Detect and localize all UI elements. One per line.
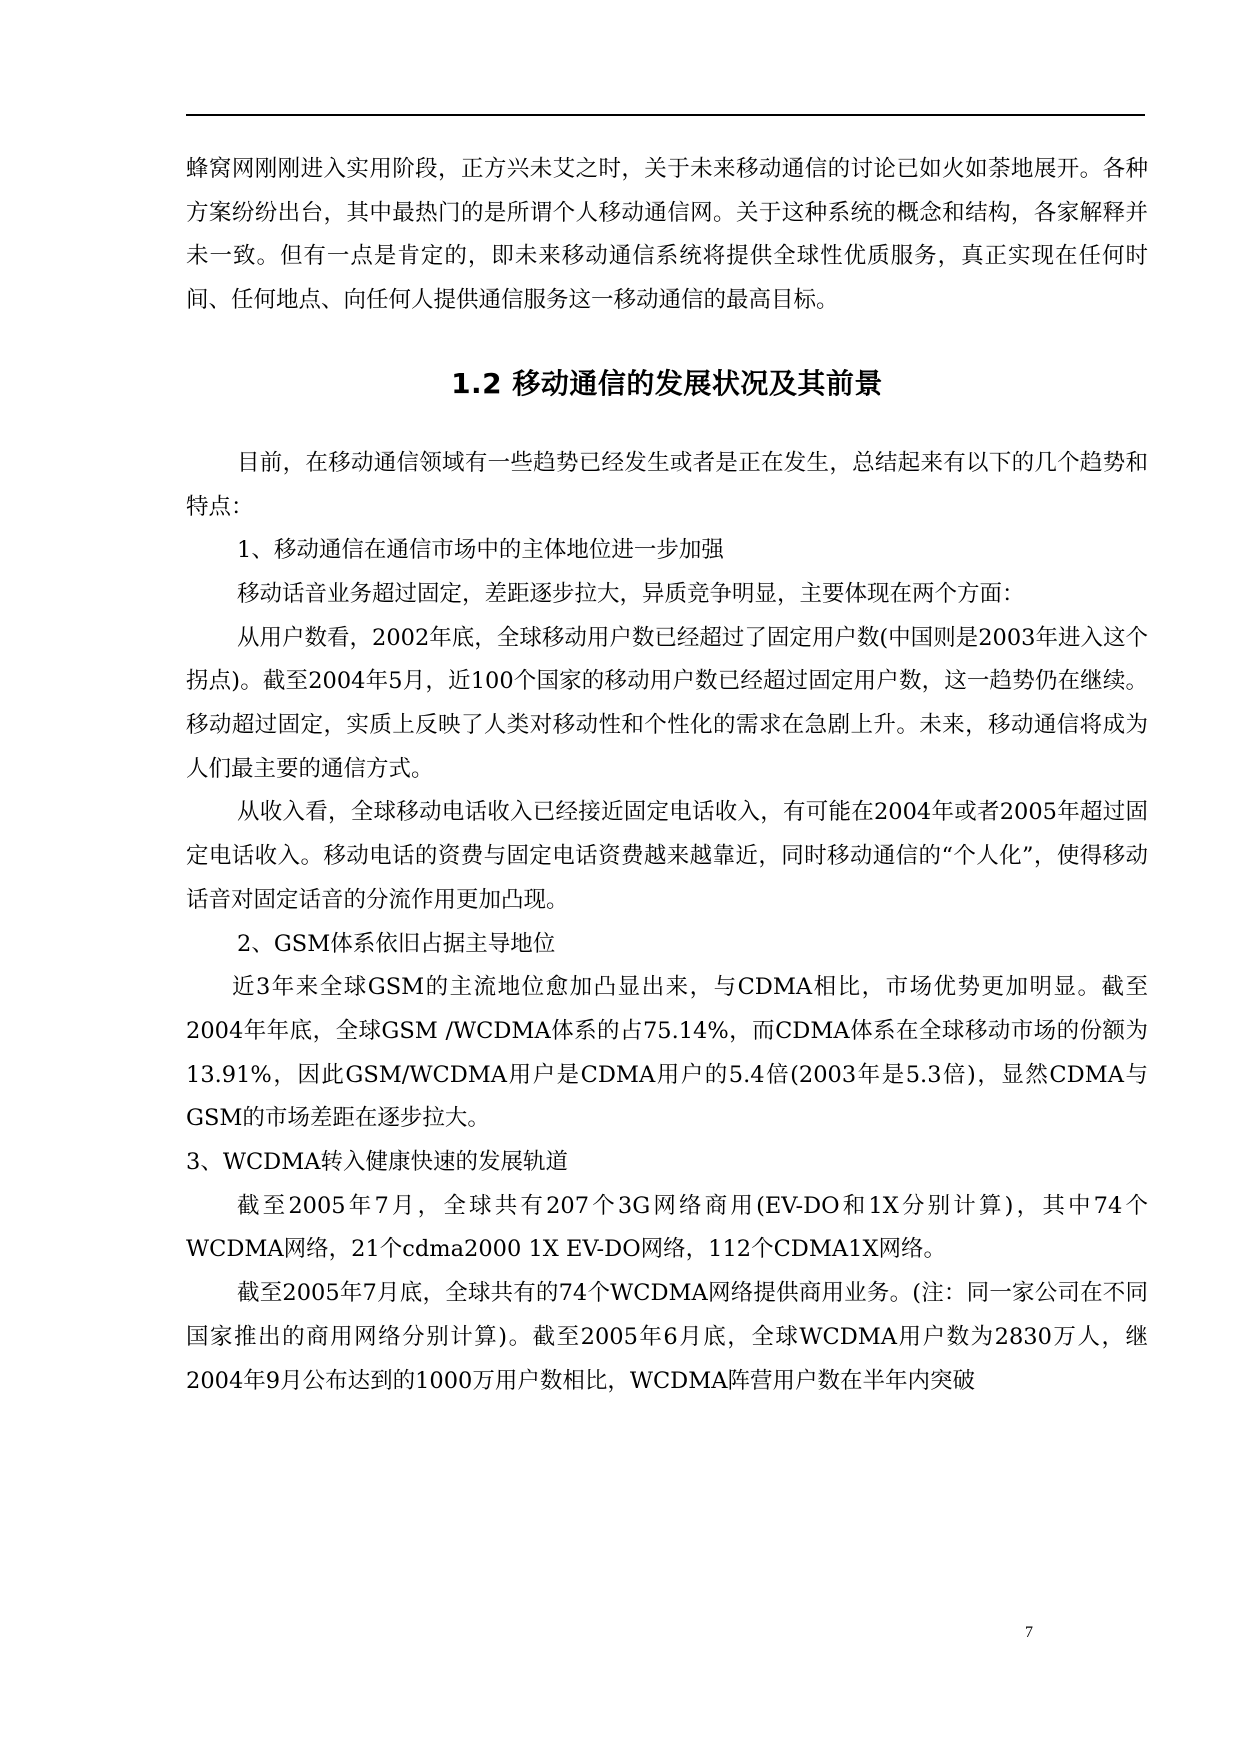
section-heading: 1.2 移动通信的发展状况及其前景 bbox=[451, 366, 883, 400]
paragraph-intro: 蜂窝网刚刚进入实用阶段，正方兴未艾之时，关于未来移动通信的讨论已如火如荼地展开。各种方案纷纷出台，其中最热门的是所谓个人移动通信网。关于这种系统的概念和结构，各家解释并未一致。但有一点是肯定的，即未来移动通信系统将提供全球性优质服务，真正实现在任何时间、任何地点、向任何人提供通信服务这一移动通信的最高目标。 bbox=[186, 156, 1148, 314]
item3-paragraph-2: 截至2005年7月底，全球共有的74个WCDMA网络提供商用业务。(注：同一家公司在不同国家推出的商用网络分别计算)。截至2005年6月底，全球WCDMA用户数为2830万人，继2004年9月公布达到的1000万用户数相比，WCDMA阵营用户数在半年内突破 bbox=[186, 1280, 1148, 1394]
paragraph-trends: 目前，在移动通信领域有一些趋势已经发生或者是正在发生，总结起来有以下的几个趋势和特点： bbox=[186, 449, 1148, 520]
item2-title: 2、GSM体系依旧占据主导地位 bbox=[237, 930, 556, 957]
item1-paragraph-1: 移动话音业务超过固定，差距逐步拉大，异质竞争明显，主要体现在两个方面： bbox=[237, 580, 1025, 607]
item1-paragraph-2: 从用户数看，2002年底，全球移动用户数已经超过了固定用户数(中国则是2003年进入这个拐点)。截至2004年5月，近100个国家的移动用户数已经超过固定用户数，这一趋势仍在继续。移动超过固定，实质上反映了人类对移动性和个性化的需求在急剧上升。未来，移动通信将成为人们最主要的通信方式。 bbox=[186, 624, 1148, 782]
item2-paragraph-1: 近3年来全球GSM的主流地位愈加凸显出来，与CDMA相比，市场优势更加明显。截至2004年年底，全球GSM /WCDMA体系的占75.14%，而CDMA体系在全球移动市场的份额为13.91%，因此GSM/WCDMA用户是CDMA用户的5.4倍(2003年是5.3倍)，显然CDMA与GSM的市场差距在逐步拉大。 bbox=[186, 974, 1148, 1132]
item3-paragraph-1: 截至2005年7月，全球共有207个3G网络商用(EV-DO和1X分别计算)，其中74个WCDMA网络，21个cdma2000 1X EV-DO网络，112个CDMA1X网络。 bbox=[186, 1192, 1148, 1263]
item1-paragraph-3: 从收入看，全球移动电话收入已经接近固定电话收入，有可能在2004年或者2005年超过固定电话收入。移动电话的资费与固定电话资费越来越靠近，同时移动通信的“个人化”，使得移动话音对固定话音的分流作用更加凸现。 bbox=[186, 799, 1148, 913]
item3-title: 3、WCDMA转入健康快速的发展轨道 bbox=[186, 1149, 568, 1176]
item1-title: 1、移动通信在通信市场中的主体地位进一步加强 bbox=[237, 537, 724, 564]
header-rule bbox=[186, 114, 1145, 116]
document-body bbox=[186, 148, 1148, 1403]
page-number: 7 bbox=[1025, 1624, 1033, 1641]
